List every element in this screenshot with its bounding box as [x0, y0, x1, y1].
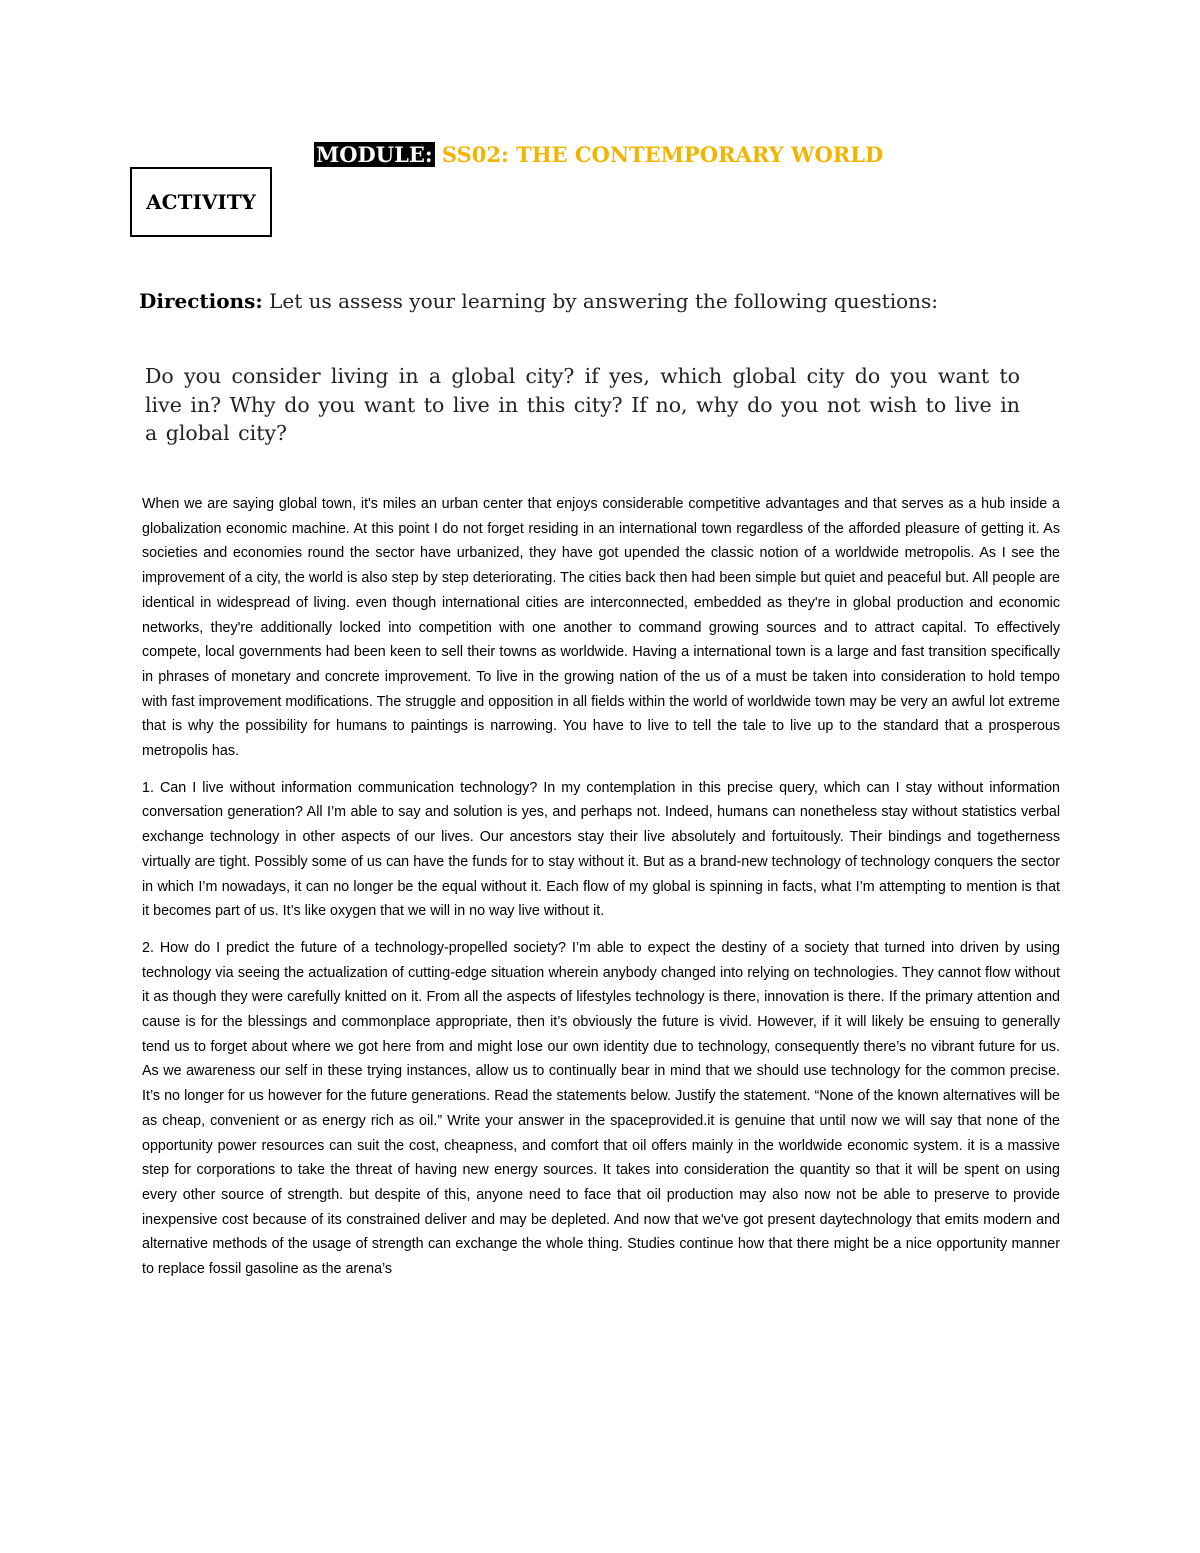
answer-paragraph: 2. How do I predict the future of a technology-propelled society? I’m able to expect the destiny of a society that turned into driven by using technology via seeing the actualization of cutting-edge situation wherein anybody changed into relying on technologies. They cannot flow without it as though they were carefully knitted on it. From all the aspects of lifestyles technology is there, innovation is there. If the primary attention and cause is for the blessings and commonplace appropriate, then it’s obviously the future is vivid. However, if it will likely be ensuing to generally tend us to forget about where we got here from and might lose our own identity due to technology, consequently there’s no vibrant future for us. As we awareness our self in these trying instances, allow us to continually bear in mind that we should use technology for the common precise. It’s no longer for us however for the future generations. Read the statements below. Justify the statement. “None of the known alternatives will be as cheap, convenient or as energy rich as oil.” Write your answer in the spaceprovided.it is genuine that until now we will say that none of the opportunity power resources can suit the cost, cheapness, and comfort that oil offers mainly in the worldwide economic system. it is a massive step for corporations to take the threat of having new energy sources. It takes into consideration the quantity so that it will be spent on using every other source of strength. but despite of this, anyone need to face that oil production may also now not be able to preserve to provide inexpensive cost because of its constrained deliver and may be depleted. And now that we've got present daytechnology that emits modern and alternative methods of the usage of strength can exchange the whole thing. Studies continue how that there might be a nice opportunity manner to replace fossil gasoline as the arena’s [142, 939, 1060, 1278]
module-label: MODULE: [316, 142, 433, 167]
module-title: THE CONTEMPORARY WORLD [508, 142, 884, 167]
directions-text: Let us assess your learning by answering the following questions: [262, 289, 939, 313]
answer-paragraph: 1. Can I live without information communication technology? In my contemplation in this precise query, which can I stay without information conversation generation? All I’m able to say and solution is yes, and perhaps not. Indeed, humans can nonetheless stay without statistics verbal exchange technology in other aspects of our lives. Our ancestors stay their live absolutely and fortuitously. Their bindings and togetherness virtually are tight. Possibly some of us can have the funds for to stay without it. But as a brand-new technology of technology conquers the sector in which I’m nowadays, it can no longer be the equal without it. Each flow of my global is spinning in facts, what I’m attempting to mention is that it becomes part of us. It’s like oxygen that we will in no way live without it. [142, 779, 1060, 920]
answer-paragraph: When we are saying global town, it's miles an urban center that enjoys considerable competitive advantages and that serves as a hub inside a globalization economic machine. At this point I do not forget residing in an international town regardless of the afforded pleasure of getting it. As societies and economies round the sector have urbanized, they have got upended the classic notion of a worldwide metropolis. As I see the improvement of a city, the world is also step by step deteriorating. The cities back then had been simple but quiet and peaceful but. All people are identical in widespread of living. even though international cities are interconnected, embedded as they're in global production and economic networks, they're additionally locked into competition with one another to command growing sources and to attract capital. To effectively compete, local governments had been keen to sell their towns as worldwide. Having a international town is a large and fast transition specifically in phrases of monetary and concrete improvement. To live in the growing nation of the us of a must be taken into consideration to hold tempo with fast improvement modifications. The struggle and opposition in all fields within the world of worldwide town may be very an awful lot extreme that is why the possibility for humans to paintings is narrowing. You have to live to tell the tale to live up to the standard that a prosperous metropolis has. [142, 496, 1060, 760]
activity-label: ACTIVITY [146, 190, 256, 214]
directions [139, 289, 1139, 313]
question-prompt: Do you consider living in a global city? if yes, which global city do you want to live in? Why do you want to live in this city? If no, why do you not wish to live in a global city? [145, 364, 1020, 445]
module-code: SS02: [434, 142, 509, 167]
answer-body [142, 492, 1060, 1294]
directions-label: Directions: [139, 289, 263, 313]
module-header [314, 142, 883, 168]
activity-box [130, 167, 272, 237]
